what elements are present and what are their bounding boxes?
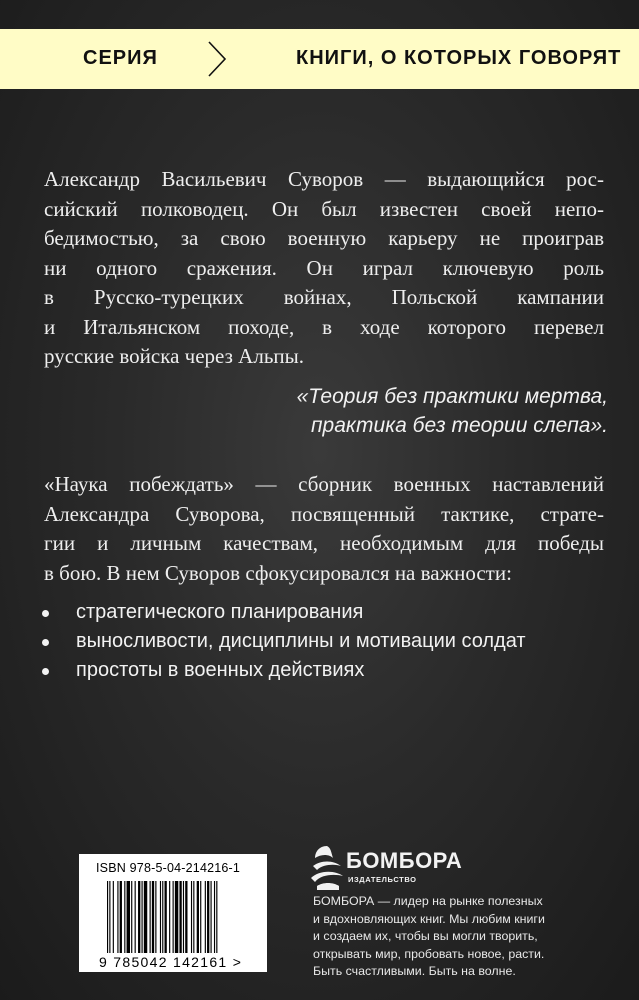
bio-line: русские войска через Альпы. [44, 344, 304, 368]
bio-line: ни одного сражения. Он играл ключевую роль [44, 255, 604, 280]
bullet-icon [42, 639, 49, 646]
barcode-bar [152, 881, 154, 953]
barcode-bar [144, 881, 147, 953]
barcode-bar [185, 881, 187, 953]
publisher-line: БОМБОРА — лидер на рынке полезных [313, 894, 543, 908]
barcode-bar [205, 881, 206, 953]
bullet-icon [42, 610, 49, 617]
barcode-bar [179, 881, 181, 953]
isbn-label: ISBN 978-5-04-214216-1 [96, 861, 241, 875]
list-item-text: стратегического планирования [76, 601, 364, 623]
list-item [40, 598, 526, 627]
publisher-description [313, 893, 613, 981]
barcode-bar [193, 881, 194, 953]
list-item [40, 627, 526, 656]
chevron-right-icon [206, 39, 228, 79]
barcode-bar [197, 881, 199, 953]
series-title: КНИГИ, О КОТОРЫХ ГОВОРЯТ [296, 47, 622, 69]
about-line: в бою. В нем Суворов сфокусировался на важности: [44, 560, 512, 585]
barcode-bar [175, 881, 178, 953]
barcode-bar [155, 881, 156, 953]
barcode-bar [165, 881, 167, 953]
barcode-icon [107, 881, 247, 953]
barcode-bar [207, 881, 209, 953]
barcode-bar [120, 881, 122, 953]
barcode-bar [183, 881, 184, 953]
bio-line: сийский полководец. Он был известен своей непо- [44, 196, 604, 221]
quote [220, 382, 608, 440]
barcode-bar [138, 881, 140, 953]
bombora-logo-icon [309, 842, 345, 892]
series-bar [0, 29, 639, 89]
barcode-bar [142, 881, 143, 953]
barcode-bar [117, 881, 118, 953]
bio-line: бедимостью, за свою военную карьеру не проиграв [44, 226, 604, 250]
about-line: «Наука побеждать» — сборник военных наставлений [44, 472, 604, 496]
about-paragraph [44, 470, 604, 588]
barcode-bar [216, 881, 217, 953]
publisher-line: Быть счастливыми. Быть на волне. [313, 964, 516, 978]
bio-paragraph [44, 165, 604, 372]
bio-line: Александр Васильевич Суворов — выдающийся рос- [44, 167, 604, 191]
publisher-subtitle: ИЗДАТЕЛЬСТВО [348, 875, 417, 884]
bullet-list [40, 598, 526, 685]
barcode-bar [127, 881, 130, 953]
barcode-bar [191, 881, 192, 953]
barcode-bar [124, 881, 125, 953]
quote-line-2: практика без теории слепа». [310, 414, 608, 437]
list-item-text: выносливости, дисциплины и мотивации солдат [76, 630, 526, 652]
publisher-line: открывать мир, пробовать новое, расти. [313, 946, 545, 961]
barcode-bar [200, 881, 201, 953]
barcode-bar [211, 881, 212, 953]
bio-line: и Итальянском походе, в ходе которого перевел [44, 314, 604, 339]
barcode-bar [162, 881, 163, 953]
bio-line: в Русско-турецких войнах, Польской кампании [44, 285, 604, 309]
barcode-bar [135, 881, 136, 953]
publisher-name: БОМБОРА [346, 848, 463, 873]
barcode-bar [113, 881, 114, 953]
barcode-bar [107, 881, 108, 953]
publisher-line: и создаем их, чтобы вы могли творить, [313, 929, 538, 943]
barcode-bar [131, 881, 132, 953]
barcode-bar [173, 881, 174, 953]
publisher-line: и вдохновляющих книг. Мы любим книги [313, 911, 545, 926]
list-item [40, 656, 526, 685]
barcode-box [79, 854, 267, 972]
bullet-icon [42, 668, 49, 675]
barcode-bar [214, 881, 215, 953]
barcode-digits: 9 785042 142161 > [99, 954, 243, 970]
barcode-bar [160, 881, 161, 953]
barcode-bar [150, 881, 151, 953]
series-label: СЕРИЯ [83, 47, 158, 69]
barcode-bar [109, 881, 110, 953]
quote-line-1: «Теория без практики мертва, [296, 385, 608, 408]
barcode-bar [169, 881, 170, 953]
about-line: Александра Суворова, посвященный тактике, страте- [44, 501, 604, 526]
about-line: гии и личным качествам, необходимым для победы [44, 531, 604, 555]
list-item-text: простоты в военных действиях [76, 659, 365, 681]
